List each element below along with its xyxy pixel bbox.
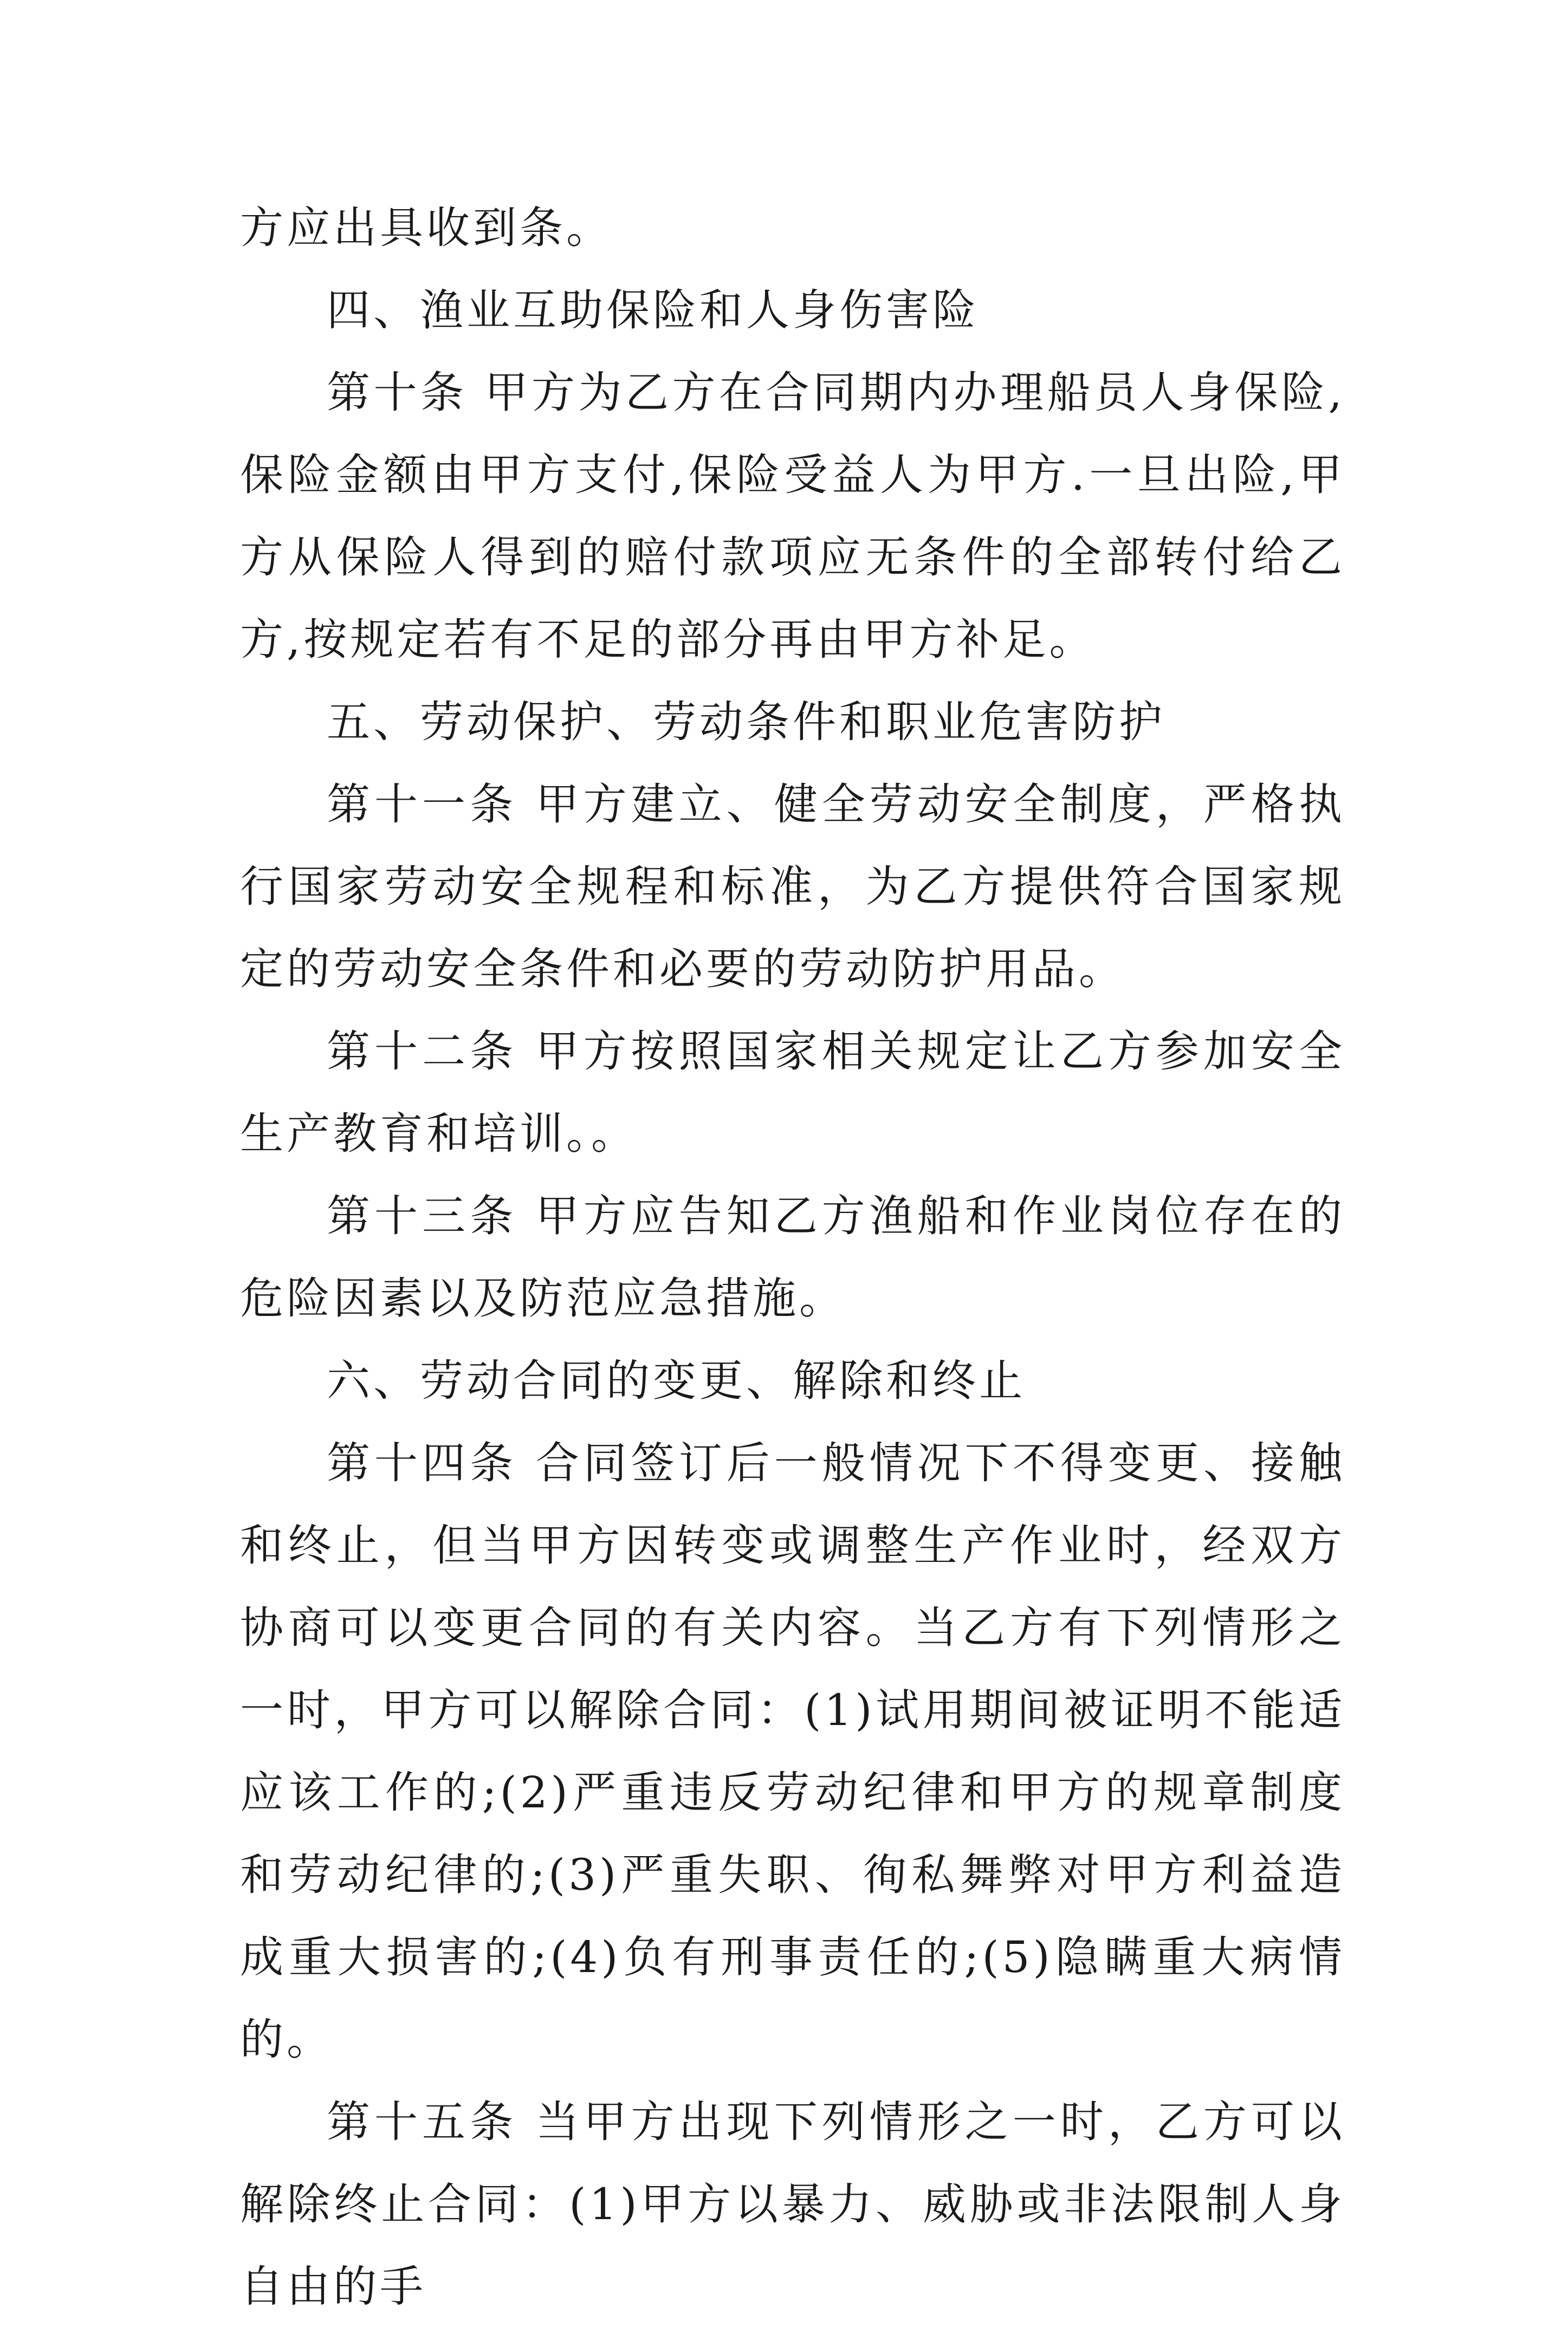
article-12: 第十二条 甲方按照国家相关规定让乙方参加安全生产教育和培训。。 bbox=[240, 1026, 1345, 1159]
article-14: 第十四条 合同签订后一般情况下不得变更、接触和终止，但当甲方因转变或调整生产作业时，经双方协商可以变更合同的有关内容。当乙方有下列情形之一时，甲方可以解除合同：(1)试用期间被证明不能适应该工作的;(2)严重违反劳动纪律和甲方的规章制度和劳动纪律的;(3)严重失职、徇私舞弊对甲方利益造成重大损害的;(4)负有刑事责任的;(5)隐瞒重大病情的。 bbox=[240, 1438, 1345, 2065]
article-13: 第十三条 甲方应告知乙方渔船和作业岗位存在的危险因素以及防范应急措施。 bbox=[240, 1191, 1345, 1324]
document-body bbox=[240, 187, 1345, 2328]
paragraph-continuation: 方应出具收到条。 bbox=[240, 203, 613, 253]
article-11: 第十一条 甲方建立、健全劳动安全制度，严格执行国家劳动安全规程和标准，为乙方提供符合国家规定的劳动安全条件和必要的劳动防护用品。 bbox=[240, 779, 1345, 994]
section-heading-4: 四、渔业互助保险和人身伤害险 bbox=[327, 285, 979, 335]
section-heading-6: 六、劳动合同的变更、解除和终止 bbox=[327, 1356, 1026, 1406]
section-heading-5: 五、劳动保护、劳动条件和职业危害防护 bbox=[327, 697, 1165, 747]
article-10: 第十条 甲方为乙方在合同期内办理船员人身保险,保险金额由甲方支付,保险受益人为甲方.一旦出险,甲方从保险人得到的赔付款项应无条件的全部转付给乙方,按规定若有不足的部分再由甲方补足。 bbox=[240, 367, 1345, 665]
article-15: 第十五条 当甲方出现下列情形之一时，乙方可以解除终止合同：(1)甲方以暴力、威胁或非法限制人身自由的手 bbox=[240, 2097, 1345, 2312]
